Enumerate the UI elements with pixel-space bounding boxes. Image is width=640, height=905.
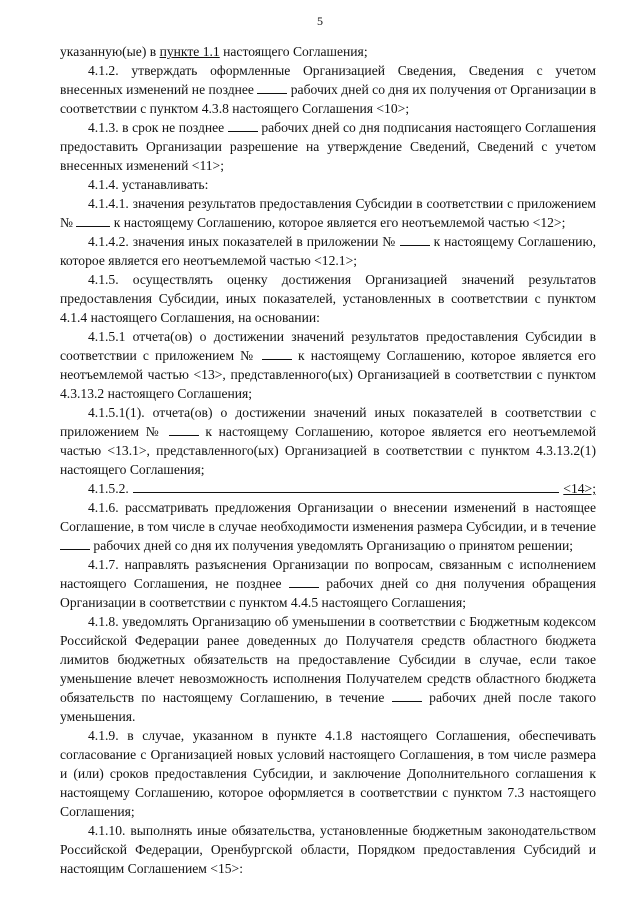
text: рабочих дней со дня их получения от Организации в соответствии с пунктом 4.3.8 настоящего Соглашения <10>; xyxy=(60,82,597,116)
text: рабочих дней со дня их получения уведомлять Организацию о принятом решении; xyxy=(90,538,574,553)
text: к настоящему Соглашению, которое является его неотъемлемой частью <13>, представленного(ых) Организацией в соответствии с пунктом 4.3.13.2 настоящего Соглашения; xyxy=(60,348,596,401)
text: к настоящему Соглашению, которое является его неотъемлемой частью <12>; xyxy=(110,215,566,230)
blank-field xyxy=(228,118,258,132)
document-body xyxy=(60,42,596,878)
text: настоящего Соглашения; xyxy=(219,44,368,59)
clause-4-1-4-1 xyxy=(60,194,596,232)
blank-field xyxy=(60,536,90,550)
text: 4.1.3. в срок не позднее xyxy=(88,120,228,135)
paragraph-continuation xyxy=(60,42,596,61)
clause-4-1-10: 4.1.10. выполнять иные обязательства, установленные бюджетным законодательством Российской Федерации, Оренбургской области, Порядком предоставления Субсидий и настоящим Соглашением <15>: xyxy=(60,823,596,876)
text: к настоящему Соглашению, которое является его неотъемлемой частью <12.1>; xyxy=(60,234,597,268)
blank-field xyxy=(400,232,430,246)
blank-field xyxy=(392,688,422,702)
clause-4-1-8 xyxy=(60,612,596,726)
text: 4.1.5.2. xyxy=(88,481,129,496)
clause-4-1-5-2 xyxy=(60,479,596,498)
text: 4.1.7. направлять разъяснения Организации по вопросам, связанным с исполнением настоящего Соглашения, не позднее xyxy=(60,557,596,591)
blank-field xyxy=(257,80,287,94)
clause-4-1-5: 4.1.5. осуществлять оценку достижения Организацией значений результатов предоставления Субсидии, иных показателей, установленных в соответствии с пунктом 4.1.4 настоящего Соглашения, на основании: xyxy=(60,272,596,325)
text: к настоящему Соглашению, которое является его неотъемлемой частью <13.1>, представленного(ых) Организацией в соответствии с пунктом 4.3.13.2(1) настоящего Соглашения; xyxy=(60,424,596,477)
clause-4-1-2 xyxy=(60,61,596,118)
text: 4.1.2. утверждать оформленные Организацией Сведения, Сведения с учетом внесенных изменений не позднее xyxy=(60,63,596,97)
text: 4.1.5.1(1). отчета(ов) о достижении значений иных показателей в соответствии с приложением № xyxy=(60,405,596,439)
clause-4-1-5-1-1 xyxy=(60,403,596,479)
blank-field xyxy=(289,574,319,588)
text: 4.1.6. рассматривать предложения Организации о внесении изменений в настоящее Соглашение, в том числе в случае необходимости изменения размера Субсидии, и в течение xyxy=(60,500,596,534)
text: рабочих дней со дня подписания настоящего Соглашения предоставить Организации разрешение на утверждение Сведений, Сведений с учетом внесенных изменений <11>; xyxy=(60,120,596,173)
clause-4-1-5-1 xyxy=(60,327,596,403)
blank-field xyxy=(76,213,110,227)
clause-4-1-9: 4.1.9. в случае, указанном в пункте 4.1.8 настоящего Соглашения, обеспечивать согласование с Организацией новых условий настоящего Соглашения, в том числе размера и (или) сроков предоставления Субсидии, и заключение Дополнительного соглашения к настоящему Соглашению, которое оформляется в соответствии с пунктом 7.3 настоящего Соглашения; xyxy=(60,728,596,819)
clause-4-1-4: 4.1.4. устанавливать: xyxy=(88,177,209,192)
text: 4.1.4.1. значения результатов предоставления Субсидии в соответствии с приложением № xyxy=(60,196,596,230)
blank-line xyxy=(133,480,560,493)
clause-link[interactable]: пункте 1.1 xyxy=(159,44,220,59)
footnote-ref: <14>; xyxy=(563,481,596,496)
text: рабочих дней после такого уменьшения. xyxy=(60,690,596,724)
text: указанную(ые) в xyxy=(60,44,160,59)
fill-line-row xyxy=(88,479,596,498)
clause-4-1-3 xyxy=(60,118,596,175)
text: рабочих дней со дня получения обращения Организации в соответствии с пунктом 4.4.5 настоящего Соглашения; xyxy=(60,576,596,610)
clause-4-1-4-2 xyxy=(60,232,596,270)
clause-4-1-7 xyxy=(60,555,596,612)
page-number: 5 xyxy=(317,14,323,28)
text: 4.1.8. уведомлять Организацию об уменьшении в соответствии с Бюджетным кодексом Российской Федерации ранее доведенных до Получателя средств областного бюджета лимитов бюджетных обязательств на предоставление Субсидии в случае, если такое уменьшение влечет невозможность исполнения Получателем средств областного бюджета обязательств по настоящему Соглашению, в течение xyxy=(60,614,596,705)
text: 4.1.5.1 отчета(ов) о достижении значений результатов предоставления Субсидии в соответствии с приложением № xyxy=(60,329,596,363)
clause-4-1-6 xyxy=(60,498,596,555)
blank-field xyxy=(169,422,199,436)
text: 4.1.4.2. значения иных показателей в приложении № xyxy=(88,234,400,249)
blank-field xyxy=(262,346,292,360)
